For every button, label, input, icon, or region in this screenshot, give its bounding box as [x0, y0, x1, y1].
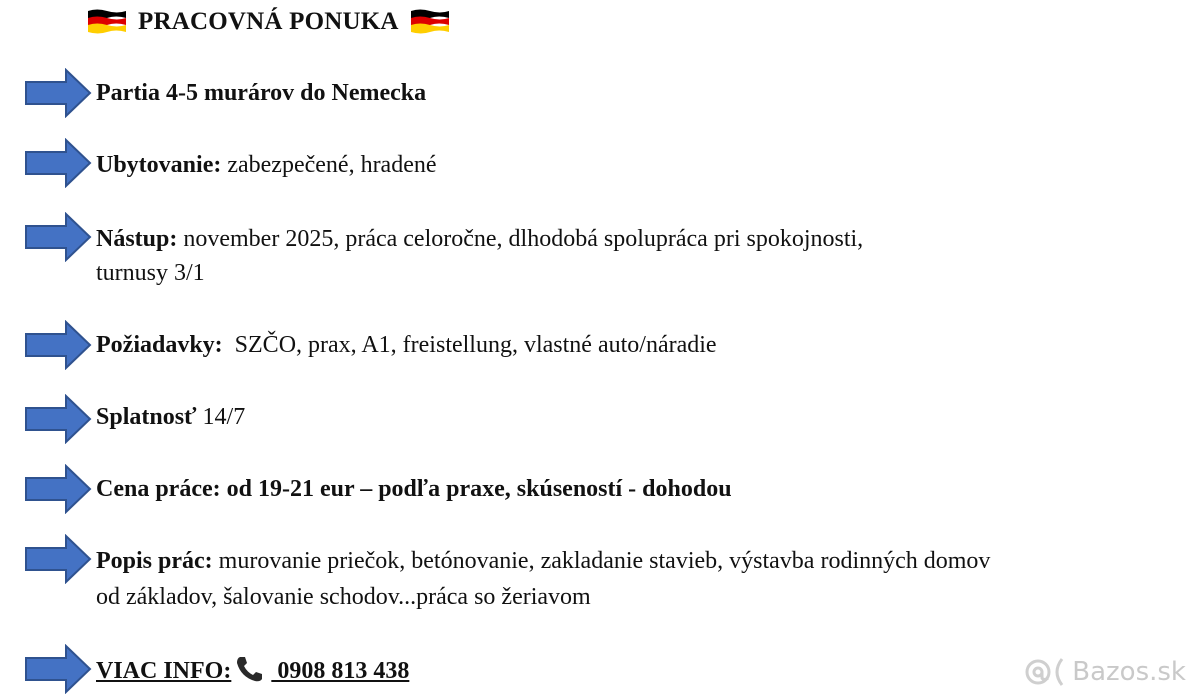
arrow-right-icon [24, 138, 92, 188]
item-title: Partia 4-5 murárov do Nemecka [96, 80, 427, 106]
watermark-text: Bazos.sk [1072, 657, 1186, 687]
item-title: Cena práce: od 19-21 eur – podľa praxe, skúseností - dohodou [96, 476, 732, 502]
german-flag-icon [86, 7, 128, 37]
item-label: Splatnosť [96, 404, 197, 430]
title-text: PRACOVNÁ PONUKA [138, 8, 399, 35]
item-label: Požiadavky: [96, 332, 223, 358]
item-text: murovanie priečok, betónovanie, zakladanie stavieb, výstavba rodinných domov [212, 548, 991, 574]
item-text-line2: od základov, šalovanie schodov...práca so žeriavom [96, 584, 591, 610]
arrow-right-icon [24, 320, 92, 370]
item-label: VIAC INFO: [96, 658, 232, 684]
bazos-logo-icon [1022, 654, 1068, 690]
item-text: SZČO, prax, A1, freistellung, vlastné auto/náradie [222, 332, 717, 358]
item-label: Nástup: [96, 226, 178, 252]
arrow-right-icon [24, 644, 92, 694]
item-label: Popis prác: [96, 548, 213, 574]
watermark [1022, 652, 1186, 692]
item-label: Ubytovanie: [96, 152, 222, 178]
arrow-right-icon [24, 212, 92, 262]
item-text: 14/7 [196, 404, 246, 430]
arrow-right-icon [24, 68, 92, 118]
contact-line [96, 654, 409, 686]
arrow-right-icon [24, 534, 92, 584]
arrow-right-icon [24, 464, 92, 514]
item-text: november 2025, práca celoročne, dlhodobá spolupráca pri spokojnosti, [177, 226, 864, 252]
telephone-icon [233, 654, 267, 684]
german-flag-icon [409, 7, 451, 37]
page-title [86, 4, 451, 40]
item-text-line2: turnusy 3/1 [96, 260, 205, 286]
phone-number[interactable]: 0908 813 438 [271, 658, 410, 684]
arrow-right-icon [24, 394, 92, 444]
item-text: zabezpečené, hradené [221, 152, 437, 178]
